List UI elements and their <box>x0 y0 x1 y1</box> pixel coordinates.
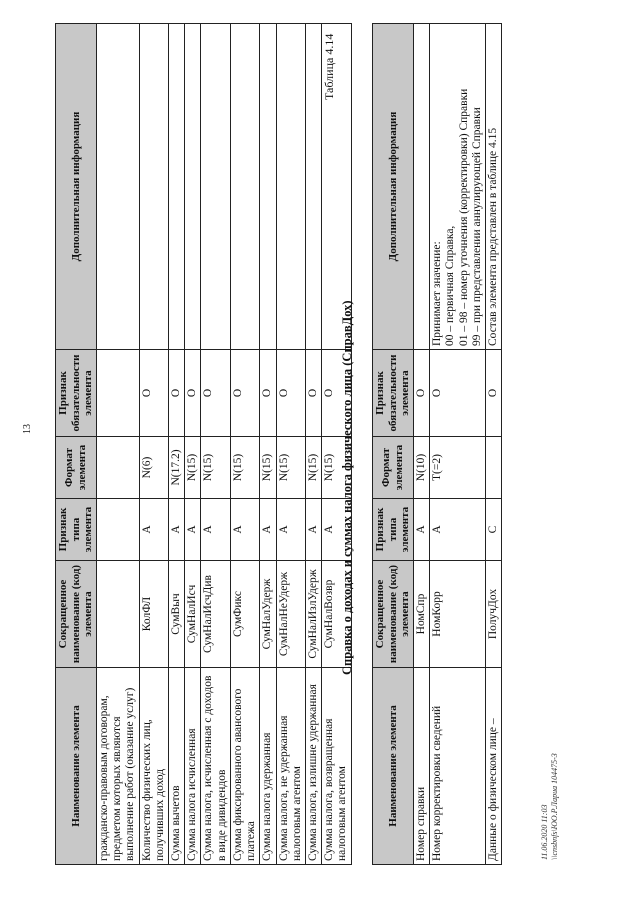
table-cell: СумНалНеУдерж <box>276 561 305 668</box>
table-cell: А <box>201 499 230 561</box>
page-number: 13 <box>22 424 33 434</box>
table-cell: О <box>322 350 351 437</box>
table-cell: Сумма налога, излишне удержанная <box>305 668 321 865</box>
table-cell: А <box>139 499 168 561</box>
table-cell <box>486 437 502 499</box>
table-cell <box>169 24 185 350</box>
table-cell: Сумма вычетов <box>169 668 185 865</box>
table-cell: Сумма налога исчисленная <box>185 668 201 865</box>
table-cell: О <box>413 350 429 437</box>
header-cell: Дополнительная информация <box>56 24 97 350</box>
header-cell: Признак типа элемента <box>56 499 97 561</box>
table-cell: Сумма налога, возвращенная налоговым агентом <box>322 668 351 865</box>
table-cell: Номер корректировки сведений <box>430 668 486 865</box>
table-cell <box>96 499 139 561</box>
footer-timestamp: 11.06.2020 11:03 <box>540 804 549 860</box>
footer-path: \\cnsbnfs\ЮО.Р.Лариа 104475-3 <box>549 753 559 860</box>
table-cell: N(6) <box>139 437 168 499</box>
table-cell: А <box>169 499 185 561</box>
header-cell: Наименование элемента <box>373 668 414 865</box>
rotated-page-content <box>40 10 600 880</box>
header-cell: Формат элемента <box>56 437 97 499</box>
table-cell: А <box>276 499 305 561</box>
table-cell: N(10) <box>413 437 429 499</box>
table-cell: О <box>486 350 502 437</box>
table-cell: N(15) <box>305 437 321 499</box>
table-cell: О <box>260 350 276 437</box>
table-cell: О <box>139 350 168 437</box>
table-cell: Сумма фиксированного авансового платежа <box>230 668 259 865</box>
table-number-label: Таблица 4.14 <box>322 33 336 100</box>
table-row <box>201 24 230 865</box>
table-cell: Состав элемента представлен в таблице 4.15 <box>486 24 502 350</box>
table-cell: О <box>305 350 321 437</box>
table-cell: Т(=2) <box>430 437 486 499</box>
table-cell: О <box>230 350 259 437</box>
table-cell <box>96 24 139 350</box>
table-cell <box>139 24 168 350</box>
header-cell: Формат элемента <box>373 437 414 499</box>
table-cell: гражданско-правовым договорам, предметом которых являются выполнение работ (оказание услуг) <box>96 668 139 865</box>
table-row <box>486 24 502 865</box>
table-cell: А <box>322 499 351 561</box>
table-cell: А <box>230 499 259 561</box>
table-row <box>139 24 168 865</box>
header-cell: Признак обязательности элемента <box>56 350 97 437</box>
table-4-14 <box>372 23 502 865</box>
table-cell: С <box>486 499 502 561</box>
table-cell: О <box>185 350 201 437</box>
table-row <box>260 24 276 865</box>
table-cell: А <box>430 499 486 561</box>
table-cell <box>96 350 139 437</box>
table-row <box>430 24 486 865</box>
header-cell: Сокращенное наименование (код) элемента <box>373 561 414 668</box>
header-cell: Признак обязательности элемента <box>373 350 414 437</box>
table-row <box>169 24 185 865</box>
header-cell: Дополнительная информация <box>373 24 414 350</box>
table-cell: СумНалИсч <box>185 561 201 668</box>
print-footer <box>540 753 559 860</box>
table-row <box>413 24 429 865</box>
table-row <box>305 24 321 865</box>
table-row <box>276 24 305 865</box>
table-cell: О <box>430 350 486 437</box>
table-cell <box>276 24 305 350</box>
header-cell: Признак типа элемента <box>373 499 414 561</box>
table-cell: N(15) <box>185 437 201 499</box>
table-cell: Сумма налога, не удержанная налоговым агентом <box>276 668 305 865</box>
table-cell: СумНалУдерж <box>260 561 276 668</box>
table-cell: СумНалИсчДив <box>201 561 230 668</box>
table-row <box>185 24 201 865</box>
table-row <box>230 24 259 865</box>
table-cell: N(15) <box>230 437 259 499</box>
table-cell: О <box>201 350 230 437</box>
table-cell: Принимает значение: 00 – первичная Справка, 01 – 98 – номер уточнения (корректировки) Справки 99 – при представлении аннулирующей Справки <box>430 24 486 350</box>
header-cell: Сокращенное наименование (код) элемента <box>56 561 97 668</box>
table-cell: А <box>185 499 201 561</box>
header-cell: Наименование элемента <box>56 668 97 865</box>
table-cell: СумВыч <box>169 561 185 668</box>
table-cell: Данные о физическом лице – <box>486 668 502 865</box>
table-cell <box>305 24 321 350</box>
table-row <box>96 24 139 865</box>
table-cell: НомСпр <box>413 561 429 668</box>
table-cell: Сумма налога, исчисленная с доходов в виде дивидендов <box>201 668 230 865</box>
table-cell: ПолучДох <box>486 561 502 668</box>
table-cell: О <box>276 350 305 437</box>
table-cell <box>230 24 259 350</box>
table-cell: А <box>413 499 429 561</box>
table-continued <box>55 23 352 865</box>
table-cell: Количество физических лиц, получивших доход <box>139 668 168 865</box>
table-cell: НомКорр <box>430 561 486 668</box>
table-header-row <box>373 24 414 865</box>
table-cell: N(15) <box>276 437 305 499</box>
table-cell <box>201 24 230 350</box>
table-cell: СумФикс <box>230 561 259 668</box>
table-cell <box>413 24 429 350</box>
table-cell: N(15) <box>322 437 351 499</box>
table-cell: N(15) <box>201 437 230 499</box>
table-cell: О <box>169 350 185 437</box>
table-caption: Справка о доходах и суммах налога физического лица (СправДох) <box>340 300 354 675</box>
table-cell: СумНалИзлУдерж <box>305 561 321 668</box>
table-cell: N(17.2) <box>169 437 185 499</box>
table-cell <box>96 437 139 499</box>
table-cell: Сумма налога удержанная <box>260 668 276 865</box>
table-cell: КолФЛ <box>139 561 168 668</box>
table-cell <box>260 24 276 350</box>
table-cell <box>185 24 201 350</box>
table-header-row <box>56 24 97 865</box>
table-cell: А <box>260 499 276 561</box>
table-cell: СумНалВозвр <box>322 561 351 668</box>
table-cell: А <box>305 499 321 561</box>
table-cell: N(15) <box>260 437 276 499</box>
table-cell <box>96 561 139 668</box>
table-cell: Номер справки <box>413 668 429 865</box>
